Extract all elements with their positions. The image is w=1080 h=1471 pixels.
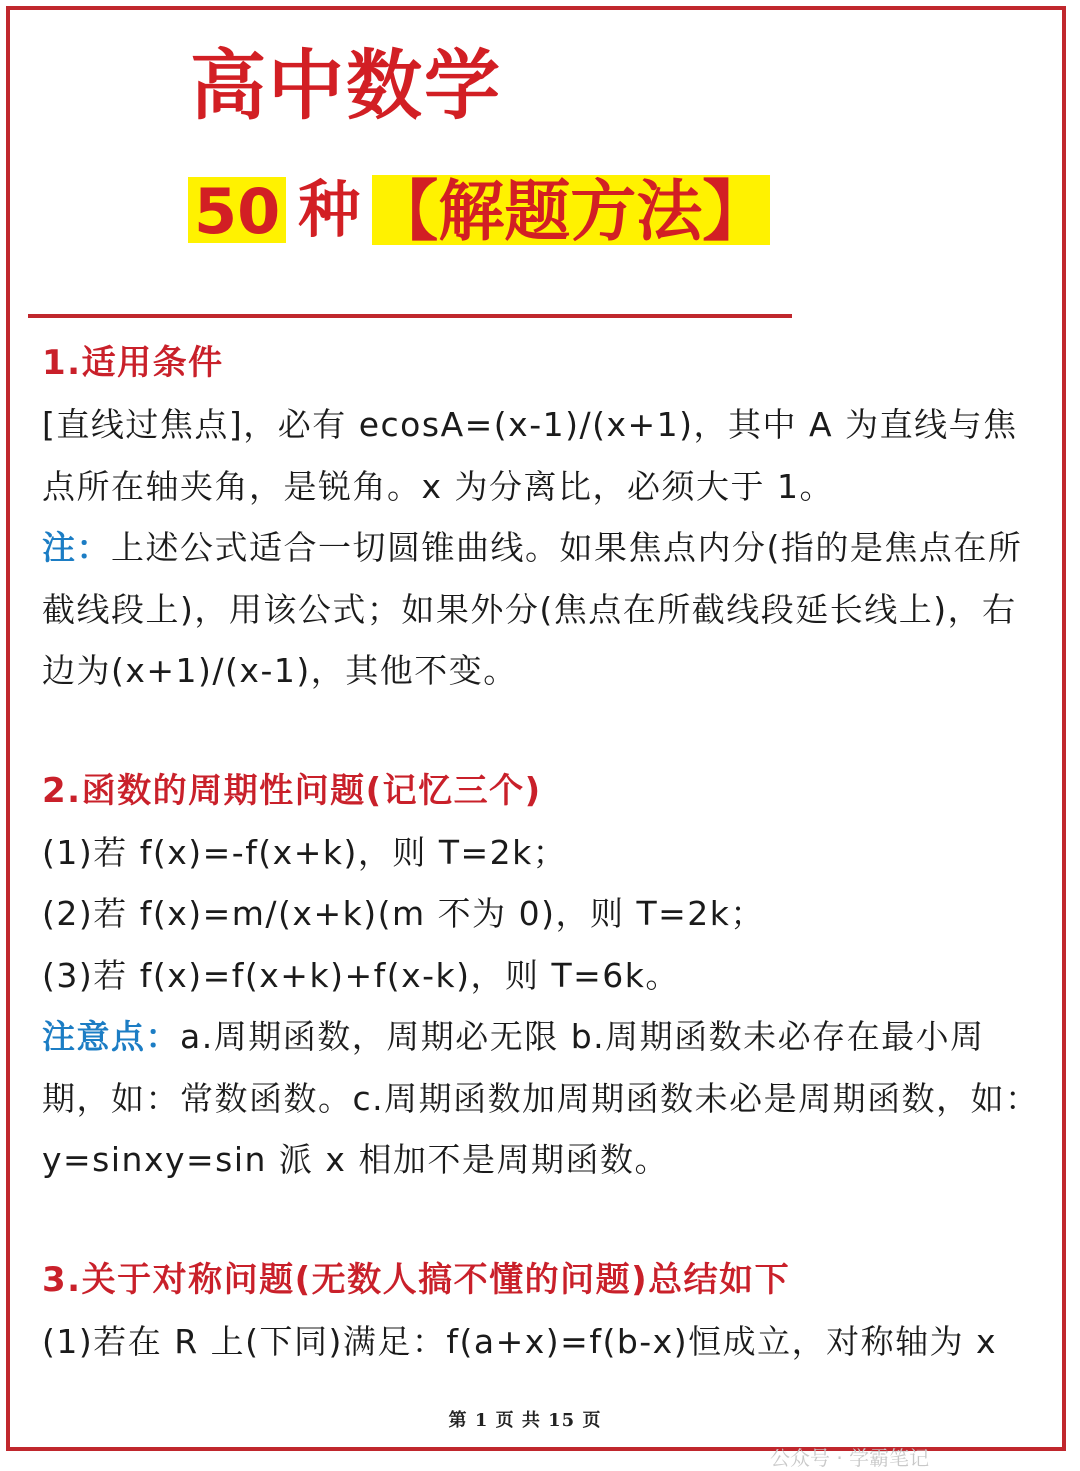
subtitle-method: 【解题方法】 bbox=[372, 173, 769, 250]
section-2-note bbox=[42, 1006, 1042, 1191]
section-3-heading: 3.关于对称问题(无数人搞不懂的问题)总结如下 bbox=[42, 1259, 791, 1300]
page-subtitle bbox=[188, 170, 770, 250]
subtitle-unit: 种 bbox=[298, 173, 361, 246]
section-3-item: (1)若在 R 上(下同)满足：f(a+x)=f(b-x)恒成立，对称轴为 x bbox=[42, 1321, 998, 1361]
section-gap bbox=[42, 1191, 1042, 1249]
page-footer: 第 1 页 共 15 页 bbox=[448, 1410, 602, 1431]
document-body bbox=[42, 332, 1042, 1372]
section-2-heading: 2.函数的周期性问题(记忆三个) bbox=[42, 770, 542, 811]
note-label: 注： bbox=[42, 528, 111, 567]
note-label: 注意点： bbox=[42, 1017, 180, 1056]
section-1-heading: 1.适用条件 bbox=[42, 343, 224, 383]
page-title: 高中数学 bbox=[190, 41, 502, 130]
watermark: 公众号 · 学霸笔记 bbox=[770, 1446, 930, 1470]
note-text: a.周期函数，周期必无限 b.周期函数未必存在最小周期，如：常数函数。c.周期函数加周期函数未必是周期函数，如：y=sinxy=sin 派 x 相加不是周期函数。 bbox=[42, 1017, 1040, 1179]
note-text: 上述公式适合一切圆锥曲线。如果焦点内分(指的是焦点在所截线段上)，用该公式；如果外分(焦点在所截线段延长线上)，右边为(x+1)/(x-1)，其他不变。 bbox=[42, 528, 1023, 690]
section-1-body: [直线过焦点]，必有 ecosA=(x-1)/(x+1)，其中 A 为直线与焦点所在轴夹角，是锐角。x 为分离比，必须大于 1。 bbox=[42, 405, 1018, 506]
subtitle-number: 50 bbox=[188, 177, 286, 243]
section-2-item: (3)若 f(x)=f(x+k)+f(x-k)，则 T=6k。 bbox=[42, 955, 680, 995]
section-2-item: (1)若 f(x)=-f(x+k)，则 T=2k； bbox=[42, 832, 568, 872]
section-1-note bbox=[42, 517, 1042, 702]
section-gap bbox=[42, 702, 1042, 760]
title-divider bbox=[28, 314, 792, 318]
section-2-item: (2)若 f(x)=m/(x+k)(m 不为 0)，则 T=2k； bbox=[42, 894, 765, 933]
